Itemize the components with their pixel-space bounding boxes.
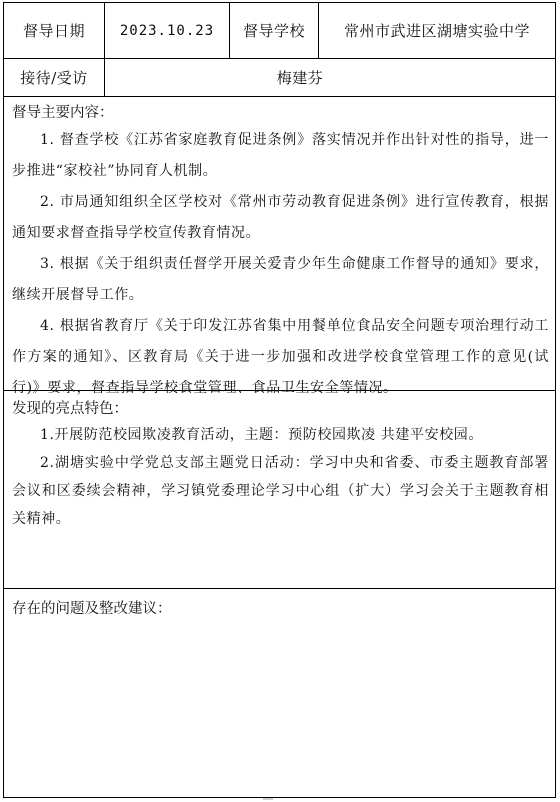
supervision-content-title: 督导主要内容： [12, 105, 114, 121]
content-item: 4. 根据省教育厅《关于印发江苏省集中用餐单位食品安全问题专项治理行动工作方案的通知》、区教育局《关于进一步加强和改进学校食堂管理工作的意见(试行)》要求，督查指导学校食堂管理、食品卫生安全等情况。 [12, 318, 549, 396]
issues-title: 存在的问题及整改建议： [12, 601, 172, 617]
supervision-date-value: 2023.10.23 [104, 2, 230, 59]
issues-section [3, 589, 556, 798]
reception-value: 梅建芬 [104, 58, 556, 97]
supervision-school-label: 督导学校 [229, 2, 319, 59]
supervision-record-table [3, 2, 556, 798]
scan-artifact [263, 798, 273, 800]
highlight-item: 2.湖塘实验中学党总支部主题党日活动：学习中央和省委、市委主题教育部署会议和区委续会精神，学习镇党委理论学习中心组（扩大）学习会关于主题教育相关精神。 [12, 455, 549, 527]
content-item: 2. 市局通知组织全区学校对《常州市劳动教育促进条例》进行宣传教育，根据通知要求督查指导学校宣传教育情况。 [12, 194, 549, 241]
content-item: 3. 根据《关于组织责任督学开展关爱青少年生命健康工作督导的通知》要求，继续开展督导工作。 [12, 256, 549, 303]
highlights-title: 发现的亮点特色： [12, 401, 128, 417]
content-item: 1. 督查学校《江苏省家庭教育促进条例》落实情况并作出针对性的指导，进一步推进“家校社”协同育人机制。 [12, 132, 549, 179]
highlight-item: 1.开展防范校园欺凌教育活动，主题：预防校园欺凌 共建平安校园。 [40, 427, 484, 443]
supervision-content-section [3, 97, 556, 396]
highlights-section [3, 391, 556, 589]
supervision-school-value: 常州市武进区湖塘实验中学 [318, 2, 556, 59]
reception-label: 接待/受访 [3, 58, 105, 97]
supervision-date-label: 督导日期 [3, 2, 105, 59]
